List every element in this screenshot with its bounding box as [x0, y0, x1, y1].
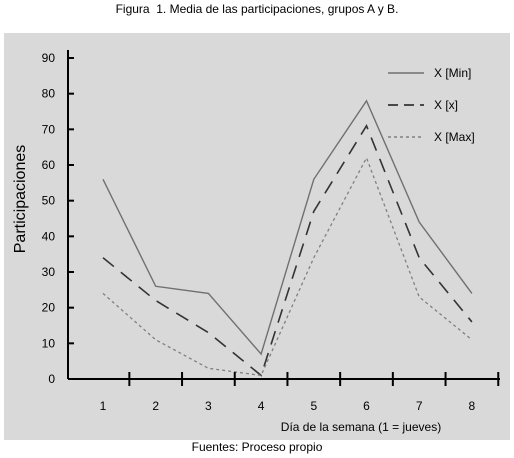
chart-title: Figura 1. Media de las participaciones, grupos A y B. [115, 2, 399, 16]
y-tick-label-70: 70 [41, 122, 55, 137]
y-tick-label-90: 90 [41, 51, 55, 65]
x-tick-label-1: 1 [99, 399, 107, 413]
x-tick-label-7: 7 [415, 399, 423, 413]
y-tick-label-40: 40 [41, 229, 55, 244]
x-tick-label-5: 5 [310, 399, 318, 413]
y-tick-label-30: 30 [41, 265, 55, 279]
y-tick-label-60: 60 [41, 158, 55, 172]
y-axis-title: Participaciones [12, 144, 29, 254]
y-tick-label-0: 0 [48, 372, 55, 386]
chart-source-note: Fuentes: Proceso propio [191, 440, 323, 454]
x-tick-label-2: 2 [152, 399, 160, 413]
y-tick-label-50: 50 [41, 193, 55, 208]
x-tick-label-6: 6 [363, 399, 370, 413]
y-tick-label-10: 10 [41, 336, 55, 351]
x-tick-label-8: 8 [468, 399, 476, 413]
legend-label-1: X [Min] [434, 66, 472, 80]
legend-label-2: X [x] [434, 98, 459, 112]
x-tick-label-4: 4 [257, 399, 265, 413]
x-axis-title: Día de la semana (1 = jueves) [280, 420, 442, 434]
y-tick-label-20: 20 [41, 300, 55, 315]
legend-label-3: X [Max] [434, 130, 475, 144]
x-tick-label-3: 3 [205, 399, 212, 413]
y-tick-label-80: 80 [41, 86, 55, 101]
